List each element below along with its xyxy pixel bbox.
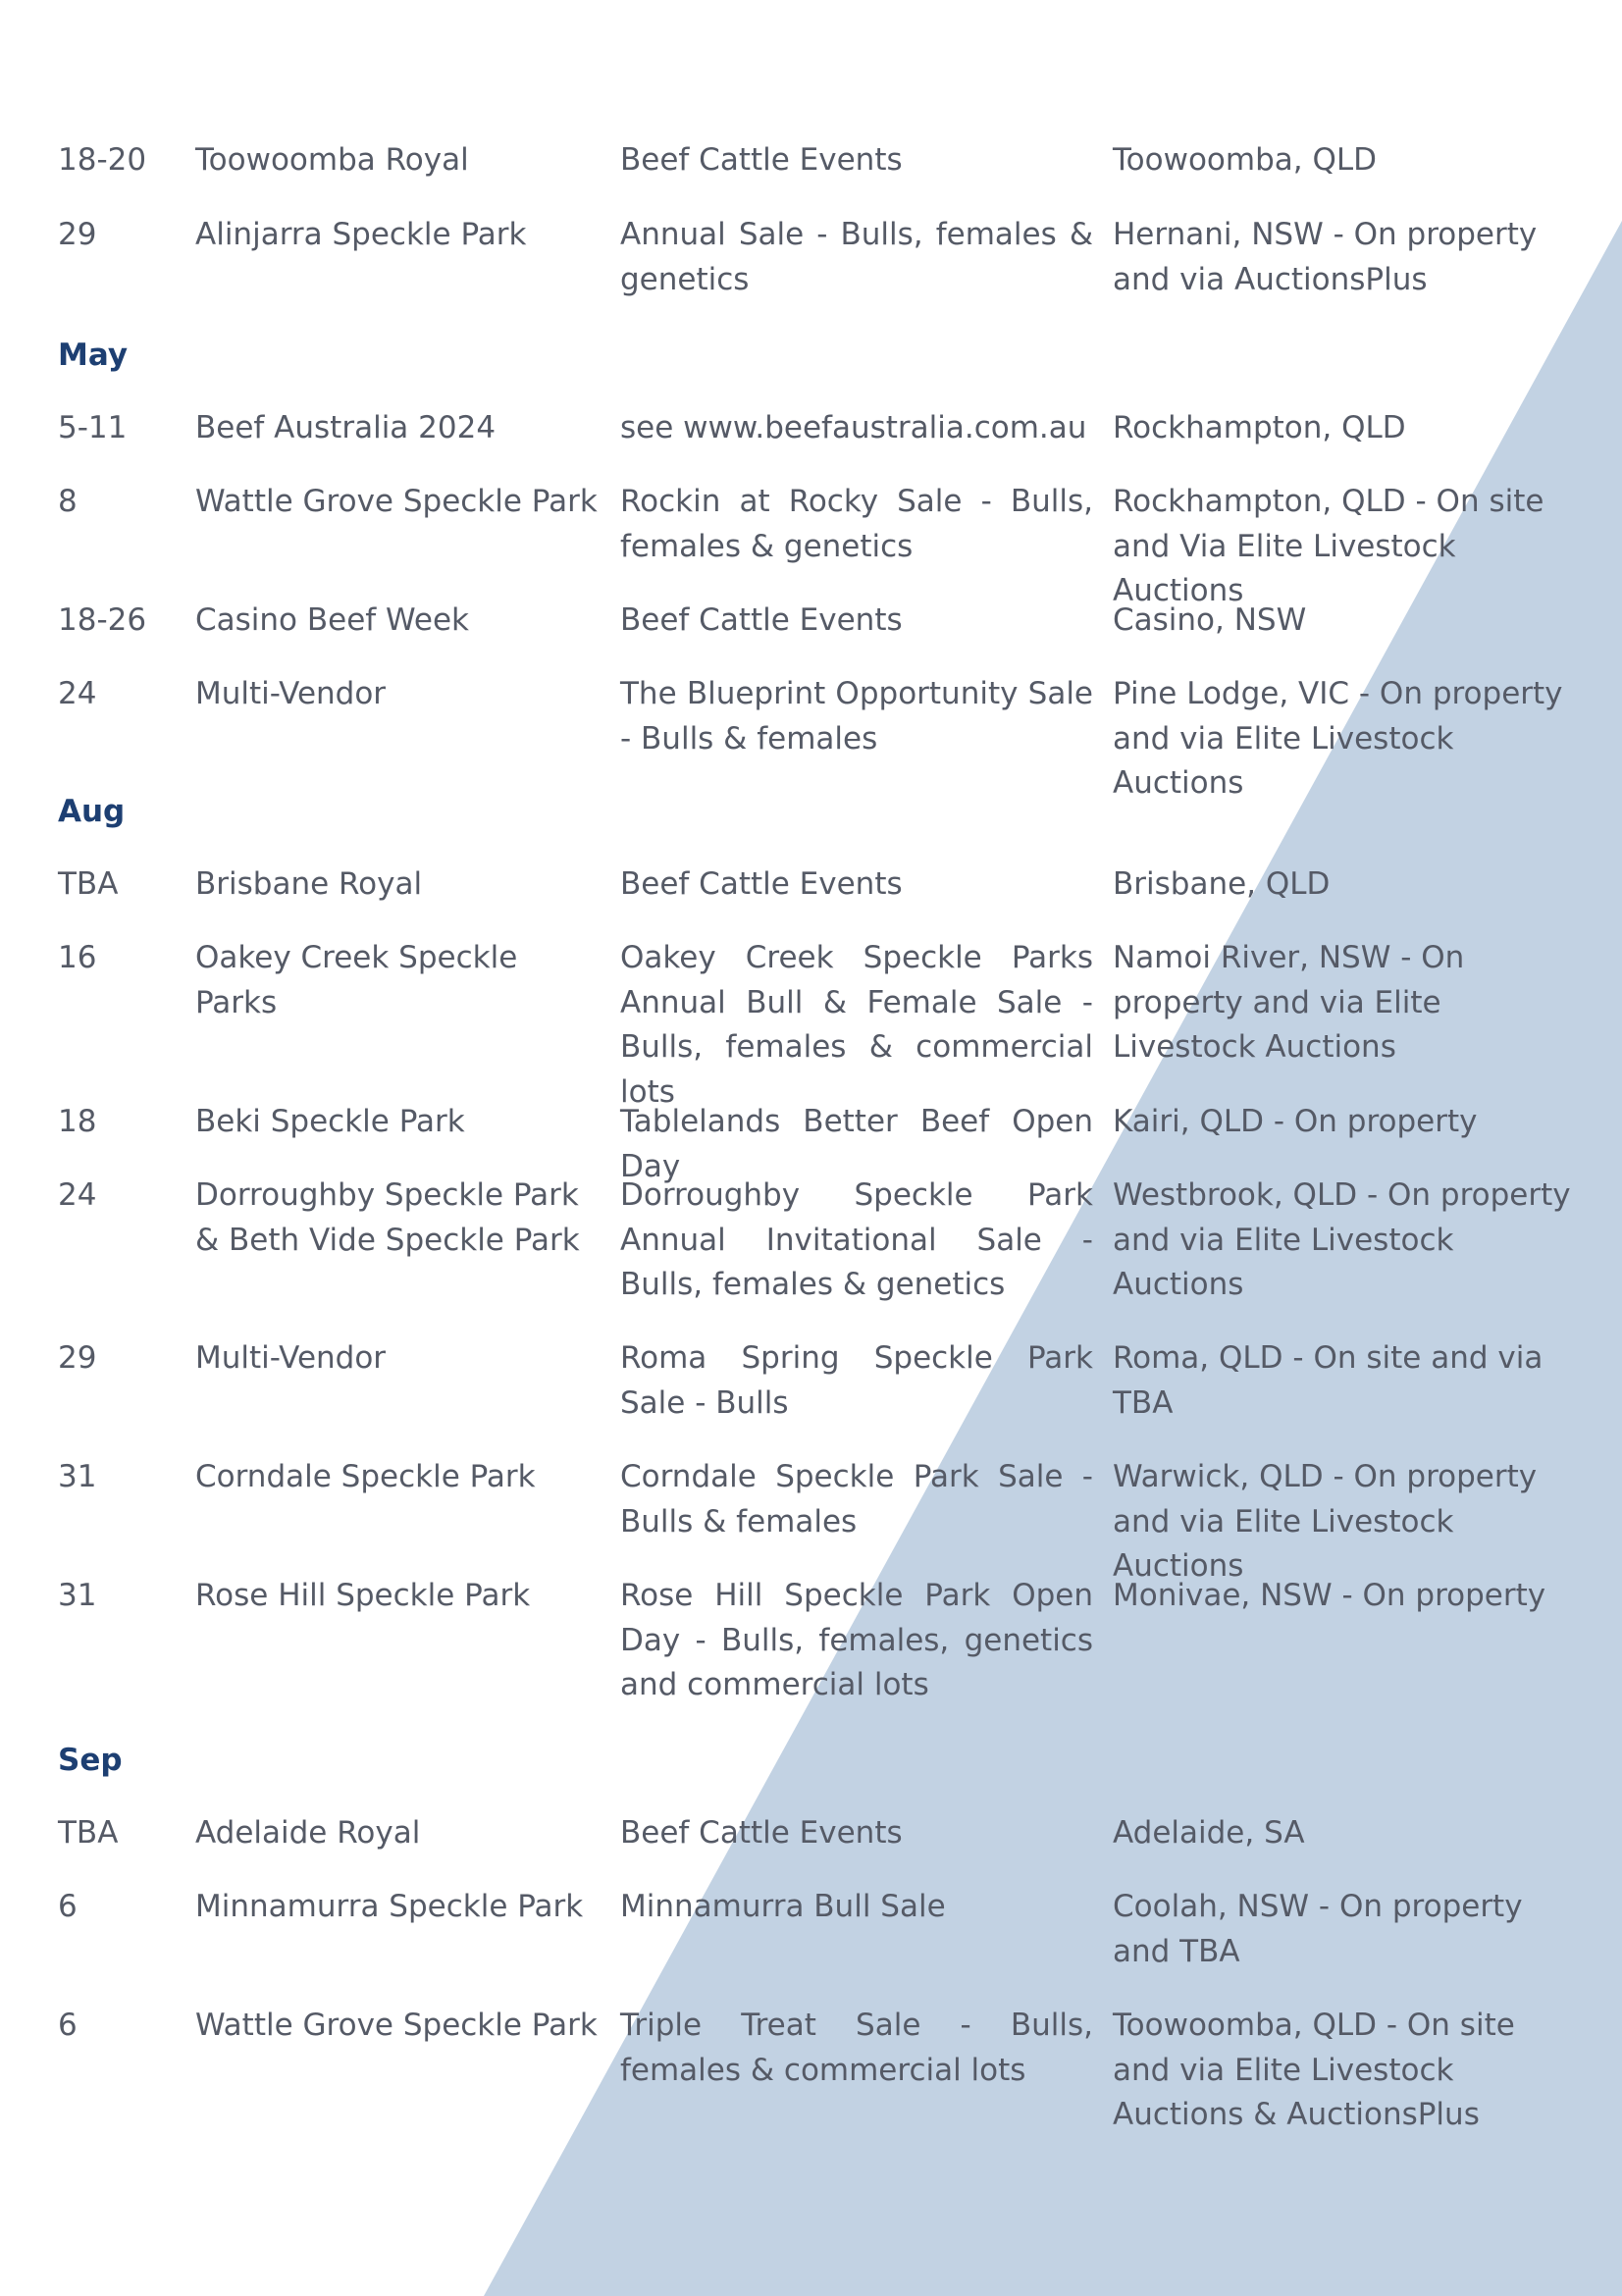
event-vendor: Corndale Speckle Park xyxy=(195,1459,536,1494)
event-location: Hernani, NSW - On property and via AuctionsPlus xyxy=(1113,217,1538,297)
event-location: Brisbane, QLD xyxy=(1113,866,1331,902)
event-description: Corndale Speckle Park Sale - Bulls & females xyxy=(620,1459,1093,1539)
event-description: Beef Cattle Events xyxy=(620,1815,903,1851)
event-date: TBA xyxy=(58,866,119,902)
event-date: 6 xyxy=(58,1889,78,1924)
event-description: The Blueprint Opportunity Sale - Bulls & females xyxy=(620,676,1093,757)
event-location: Warwick, QLD - On property and via Elite Livestock Auctions xyxy=(1113,1459,1538,1584)
event-description: Annual Sale - Bulls, females & genetics xyxy=(620,217,1093,297)
event-location: Adelaide, SA xyxy=(1113,1815,1305,1851)
event-date: 16 xyxy=(58,940,97,975)
event-location: Coolah, NSW - On property and TBA xyxy=(1113,1889,1523,1969)
event-location: Toowoomba, QLD xyxy=(1113,142,1378,178)
event-location: Rockhampton, QLD - On site and Via Elite Livestock Auctions xyxy=(1113,484,1544,608)
event-vendor: Beki Speckle Park xyxy=(195,1104,465,1139)
event-location: Namoi River, NSW - On property and via Elite Livestock Auctions xyxy=(1113,940,1465,1065)
event-vendor: Casino Beef Week xyxy=(195,602,469,638)
event-vendor: Alinjarra Speckle Park xyxy=(195,217,527,252)
event-location: Roma, QLD - On site and via TBA xyxy=(1113,1340,1544,1421)
event-date: 8 xyxy=(58,484,78,519)
month-heading-aug: Aug xyxy=(58,794,126,829)
event-description: Oakey Creek Speckle Parks Annual Bull & Female Sale - Bulls, females & commercial lots xyxy=(620,940,1093,1110)
event-location: Kairi, QLD - On property xyxy=(1113,1104,1478,1139)
event-location: Monivae, NSW - On property xyxy=(1113,1578,1546,1613)
event-location: Pine Lodge, VIC - On property and via Elite Livestock Auctions xyxy=(1113,676,1563,801)
event-location: Toowoomba, QLD - On site and via Elite Livestock Auctions & AuctionsPlus xyxy=(1113,2008,1515,2132)
event-location: Rockhampton, QLD xyxy=(1113,410,1406,445)
event-vendor: Minnamurra Speckle Park xyxy=(195,1889,584,1924)
event-date: 18 xyxy=(58,1104,97,1139)
event-vendor: Adelaide Royal xyxy=(195,1815,421,1851)
event-vendor: Toowoomba Royal xyxy=(195,142,469,178)
event-date: 24 xyxy=(58,676,97,711)
event-description: Beef Cattle Events xyxy=(620,866,903,902)
event-location: Casino, NSW xyxy=(1113,602,1307,638)
event-vendor: Oakey Creek Speckle Parks xyxy=(195,940,518,1020)
event-vendor: Wattle Grove Speckle Park xyxy=(195,484,598,519)
event-date: 31 xyxy=(58,1578,97,1613)
event-description: see www.beefaustralia.com.au xyxy=(620,410,1087,445)
event-date: 29 xyxy=(58,1340,97,1376)
event-vendor: Multi-Vendor xyxy=(195,676,387,711)
event-vendor: Wattle Grove Speckle Park xyxy=(195,2008,598,2043)
event-description: Minnamurra Bull Sale xyxy=(620,1889,946,1924)
event-description: Beef Cattle Events xyxy=(620,602,903,638)
event-description: Dorroughby Speckle Park Annual Invitational Sale - Bulls, females & genetics xyxy=(620,1177,1093,1302)
event-date: 24 xyxy=(58,1177,97,1213)
event-description: Rose Hill Speckle Park Open Day - Bulls, females, genetics and commercial lots xyxy=(620,1578,1093,1702)
event-date: 18-26 xyxy=(58,602,147,638)
event-description: Triple Treat Sale - Bulls, females & commercial lots xyxy=(620,2008,1093,2088)
month-heading-sep: Sep xyxy=(58,1743,123,1778)
event-vendor: Multi-Vendor xyxy=(195,1340,387,1376)
event-location: Westbrook, QLD - On property and via Elite Livestock Auctions xyxy=(1113,1177,1571,1302)
event-vendor: Brisbane Royal xyxy=(195,866,423,902)
event-description: Tablelands Better Beef Open Day xyxy=(620,1104,1093,1184)
event-vendor: Rose Hill Speckle Park xyxy=(195,1578,531,1613)
event-description: Rockin at Rocky Sale - Bulls, females & genetics xyxy=(620,484,1093,564)
event-date: 18-20 xyxy=(58,142,147,178)
event-vendor: Beef Australia 2024 xyxy=(195,410,497,445)
event-date: TBA xyxy=(58,1815,119,1851)
event-date: 5-11 xyxy=(58,410,128,445)
month-heading-may: May xyxy=(58,338,129,373)
event-description: Beef Cattle Events xyxy=(620,142,903,178)
event-date: 29 xyxy=(58,217,97,252)
event-description: Roma Spring Speckle Park Sale - Bulls xyxy=(620,1340,1093,1421)
event-date: 6 xyxy=(58,2008,78,2043)
event-vendor: Dorroughby Speckle Park & Beth Vide Speckle Park xyxy=(195,1177,580,1258)
event-date: 31 xyxy=(58,1459,97,1494)
